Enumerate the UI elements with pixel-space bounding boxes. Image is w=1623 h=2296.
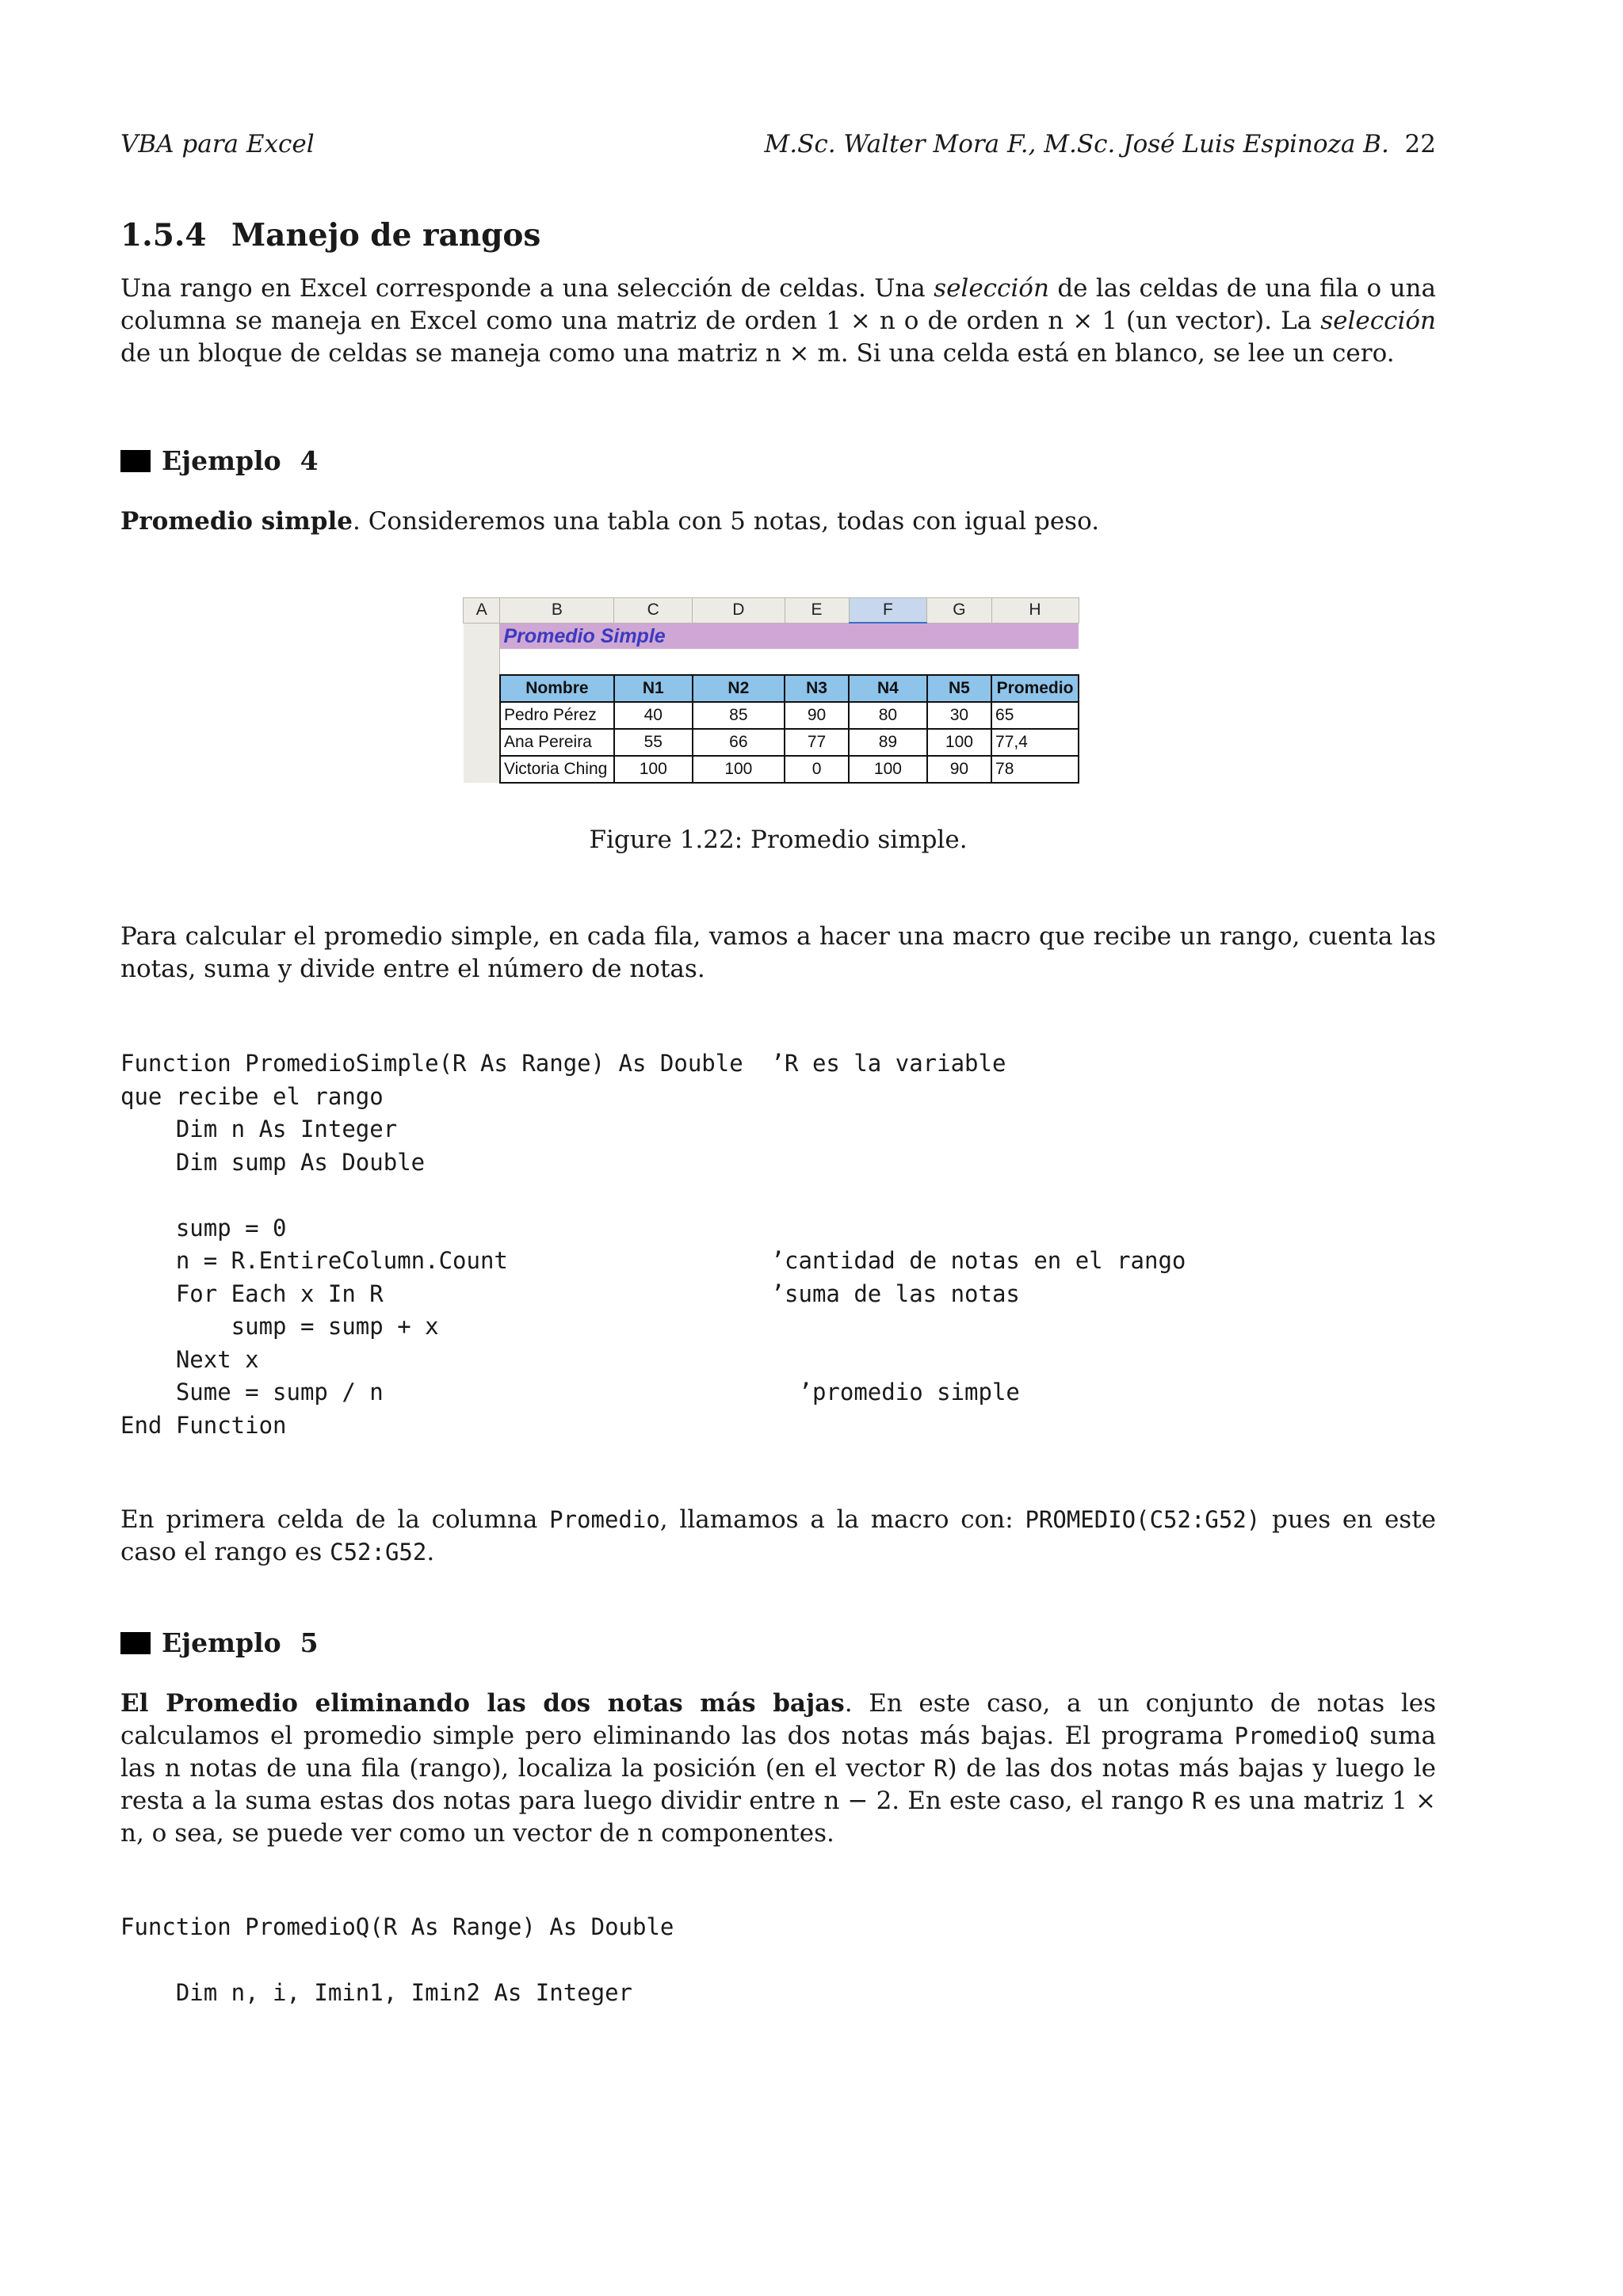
section-heading <box>120 217 540 254</box>
blank-cell[interactable] <box>500 649 1079 675</box>
e5-text-3: ) de las dos notas más bajas y luego le resta a la suma estas dos notas para luego dividir entre n − 2. En este caso, el rango <box>120 1754 1436 1815</box>
row-header[interactable] <box>464 702 500 729</box>
header-right <box>765 130 1436 158</box>
header-cell[interactable]: N2 <box>693 675 785 702</box>
p3-code-3: C52:G52 <box>330 1539 427 1566</box>
row-header[interactable] <box>464 623 500 649</box>
table-header-row <box>464 675 1079 702</box>
table-row <box>464 729 1079 756</box>
header-cell[interactable]: N1 <box>614 675 693 702</box>
page-number: 22 <box>1404 130 1436 158</box>
grade-cell[interactable]: 100 <box>849 756 927 783</box>
grade-cell[interactable]: 100 <box>693 756 785 783</box>
e5-text-4: es una matriz 1 × n, o sea, se puede ver como un vector de n componentes. <box>120 1787 1436 1848</box>
intro-emphasis-2: selección <box>1320 307 1436 335</box>
p3-text-3: pues en este caso el rango es <box>120 1505 1437 1566</box>
paragraph-2: Para calcular el promedio simple, en cada fila, vamos a hacer una macro que recibe un rango, cuenta las notas, suma y divide entre el número de notas. <box>120 922 1436 983</box>
grade-cell[interactable]: 85 <box>693 702 785 729</box>
column-header[interactable]: C <box>614 598 693 624</box>
grade-cell[interactable]: 66 <box>693 729 785 756</box>
grade-cell[interactable]: 30 <box>927 702 991 729</box>
column-header[interactable]: H <box>991 598 1079 624</box>
example-label: Ejemplo <box>162 1627 281 1658</box>
intro-paragraph <box>120 273 1436 370</box>
square-bullet-icon <box>120 450 151 472</box>
average-cell[interactable]: 65 <box>991 702 1079 729</box>
row-header[interactable] <box>464 675 500 702</box>
grade-cell[interactable]: 90 <box>785 702 849 729</box>
e5-code-2: R <box>934 1755 948 1782</box>
header-cell[interactable]: Nombre <box>500 675 614 702</box>
column-header[interactable]: G <box>927 598 991 624</box>
example-number: 4 <box>300 445 319 476</box>
column-header-row <box>464 598 1079 624</box>
grade-cell[interactable]: 55 <box>614 729 693 756</box>
name-cell[interactable]: Ana Pereira <box>500 729 614 756</box>
e5-text-2: suma las n notas de una fila (rango), localiza la posición (en el vector <box>120 1722 1437 1783</box>
column-header[interactable]: B <box>500 598 614 624</box>
intro-text-1: Una rango en Excel corresponde a una selección de celdas. Una <box>120 274 934 303</box>
section-title: Manejo de rangos <box>231 217 541 254</box>
blank-row <box>464 649 1079 675</box>
grade-cell[interactable]: 80 <box>849 702 927 729</box>
row-header[interactable] <box>464 756 500 783</box>
grade-cell[interactable]: 100 <box>614 756 693 783</box>
code-block-promedio-simple: Function PromedioSimple(R As Range) As Double ’R es la variable que recibe el rango Dim n As Integer Dim sump As Double sump = 0 n = R.EntireColumn.Count ’cantidad de notas en el rango For Each x In R ’suma de las notas sump = sump + x Next x Sume = sump / n ’promedio simple End Function <box>120 1050 1186 1439</box>
grade-cell[interactable]: 90 <box>927 756 991 783</box>
example-5-heading <box>120 1627 319 1658</box>
p3-code-1: Promedio <box>549 1506 660 1533</box>
running-header <box>120 130 1436 158</box>
average-cell[interactable]: 77,4 <box>991 729 1079 756</box>
grade-cell[interactable]: 77 <box>785 729 849 756</box>
example-4-heading <box>120 445 319 476</box>
row-header[interactable] <box>464 729 500 756</box>
column-header[interactable]: E <box>785 598 849 624</box>
column-header[interactable]: D <box>693 598 785 624</box>
grade-cell[interactable]: 89 <box>849 729 927 756</box>
spreadsheet-grid <box>463 597 1079 784</box>
e5-text-1: . En este caso, a un conjunto de notas les calculamos el promedio simple pero eliminando las dos notas más bajas. El programa <box>120 1689 1436 1750</box>
average-cell[interactable]: 78 <box>991 756 1079 783</box>
figure-caption: Figure 1.22: Promedio simple. <box>589 826 968 854</box>
table-row <box>464 702 1079 729</box>
column-header-selected[interactable]: F <box>849 598 927 624</box>
column-header[interactable]: A <box>464 598 500 624</box>
intro-text-3: de un bloque de celdas se maneja como una matriz n × m. Si una celda está en blanco, se lee un cero. <box>120 339 1395 368</box>
row-header[interactable] <box>464 649 500 675</box>
table-row <box>464 756 1079 783</box>
p3-code-2: PROMEDIO(C52:G52) <box>1025 1506 1261 1533</box>
example-4-text: . Consideremos una tabla con 5 notas, todas con igual peso. <box>352 507 1100 536</box>
intro-text-2: de las celdas de una fila o una columna se maneja en Excel como una matriz de orden 1 × n o de orden n × 1 (un vector). La <box>120 274 1436 335</box>
e5-code-3: R <box>1192 1787 1206 1814</box>
code-block-promedio-q: Function PromedioQ(R As Range) As Double Dim n, i, Imin1, Imin2 As Integer <box>120 1913 674 2006</box>
grade-cell[interactable]: 40 <box>614 702 693 729</box>
grade-cell[interactable]: 100 <box>927 729 991 756</box>
name-cell[interactable]: Pedro Pérez <box>500 702 614 729</box>
sheet-title[interactable]: Promedio Simple <box>500 623 1079 649</box>
name-cell[interactable]: Victoria Ching <box>500 756 614 783</box>
header-cell[interactable]: N4 <box>849 675 927 702</box>
section-number: 1.5.4 <box>120 217 207 254</box>
example-5-paragraph <box>120 1688 1436 1850</box>
title-row <box>464 623 1079 649</box>
header-left: VBA para Excel <box>120 130 315 158</box>
intro-emphasis-1: selección <box>934 274 1049 303</box>
header-cell[interactable]: N3 <box>785 675 849 702</box>
header-cell[interactable]: Promedio <box>991 675 1079 702</box>
spreadsheet-figure <box>463 597 1079 789</box>
example-4-lead: Promedio simple <box>120 507 353 536</box>
paragraph-3 <box>120 1504 1436 1569</box>
p3-text-4: . <box>426 1538 435 1566</box>
header-cell[interactable]: N5 <box>927 675 991 702</box>
example-number: 5 <box>300 1627 319 1658</box>
p3-text-1: En primera celda de la columna <box>120 1505 550 1534</box>
example-label: Ejemplo <box>162 445 281 476</box>
p3-text-2: , llamamos a la macro con: <box>659 1505 1025 1534</box>
header-authors: M.Sc. Walter Mora F., M.Sc. José Luis Espinoza B. <box>764 130 1389 158</box>
e5-code-1: PromedioQ <box>1234 1722 1359 1749</box>
grade-cell[interactable]: 0 <box>785 756 849 783</box>
example-4-paragraph <box>120 505 1436 538</box>
square-bullet-icon <box>120 1632 151 1654</box>
example-5-lead: El Promedio eliminando las dos notas más bajas <box>120 1689 845 1718</box>
